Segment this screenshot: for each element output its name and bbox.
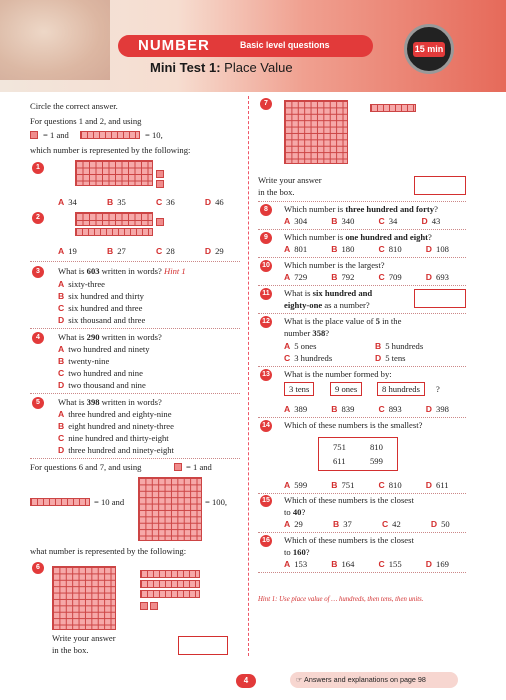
separator (30, 261, 240, 262)
separator (258, 493, 466, 494)
q7-write-label: Write your answer (258, 175, 322, 185)
q14-number: 751 (333, 442, 346, 452)
q5-question: What is 398 written in words? (58, 397, 162, 407)
q14-number-box (318, 437, 398, 471)
q8-options[interactable]: A 304 B 340 C 34 D 43 (284, 216, 441, 226)
hundred-flat-icon (138, 477, 202, 541)
question-number-13: 13 (260, 369, 272, 381)
q11-question: What is six hundred and (284, 288, 373, 298)
q13-options[interactable]: A 389 B 839 C 893 D 398 (284, 404, 449, 414)
q6-rod (140, 570, 200, 578)
q3-option-b[interactable]: B six hundred and thirty (58, 291, 144, 301)
q14-options[interactable]: A 599 B 751 C 810 D 611 (284, 480, 449, 490)
instruction: Circle the correct answer. (30, 101, 118, 111)
separator (258, 285, 466, 286)
q5-option-d[interactable]: D three hundred and ninety-eight (58, 445, 174, 455)
question-number-10: 10 (260, 260, 272, 272)
q1-cube (156, 170, 164, 178)
q7-answer-box[interactable] (414, 176, 466, 195)
q7-rod (370, 104, 416, 112)
question-number-6: 6 (32, 562, 44, 574)
separator (258, 313, 466, 314)
q13-tag: 8 hundreds (377, 382, 425, 396)
intro-ask: which number is represented by the following: (30, 145, 191, 155)
hint-text: Hint 1: Use place value of … hundreds, then tens, then units. (258, 596, 424, 603)
q6-cube (140, 602, 148, 610)
q3-option-c[interactable]: C six hundred and three (58, 303, 143, 313)
q15-options[interactable]: A 29 B 37 C 42 D 50 (284, 519, 450, 529)
q7-hundred-flat (284, 100, 348, 164)
q12-option-a[interactable]: A 5 ones (284, 341, 317, 351)
q6-write-label-2: in the box. (52, 645, 89, 655)
q1-cube (156, 180, 164, 188)
question-number-8: 8 (260, 204, 272, 216)
q15-question-2: to 40? (284, 507, 306, 517)
ten-rod-icon (80, 131, 140, 139)
q3-option-a[interactable]: A sixty-three (58, 279, 105, 289)
answers-reference[interactable]: ☞ Answers and explanations on page 98 (290, 672, 458, 688)
column-divider (248, 96, 249, 656)
question-number-5: 5 (32, 397, 44, 409)
q6-write-label: Write your answer (52, 633, 116, 643)
q12-option-d[interactable]: D 5 tens (375, 353, 406, 363)
q1-blocks (75, 160, 153, 186)
question-number-9: 9 (260, 232, 272, 244)
separator (30, 458, 240, 459)
q67-lead: For questions 6 and 7, and using (30, 462, 142, 472)
level-label: Basic level questions (240, 40, 330, 50)
question-number-4: 4 (32, 332, 44, 344)
q16-question-2: to 160? (284, 547, 310, 557)
unit-cube-icon (30, 131, 38, 139)
q13-question: What is the number formed by: (284, 369, 392, 379)
q6-answer-box[interactable] (178, 636, 228, 655)
q10-options[interactable]: A 729 B 792 C 709 D 693 (284, 272, 449, 282)
subject-title: NUMBER (138, 37, 210, 54)
q8-question: Which number is three hundred and forty? (284, 204, 438, 214)
question-number-1: 1 (32, 162, 44, 174)
q67-hundred-equals: = 100, (205, 497, 228, 507)
page-number: 4 (236, 674, 256, 688)
q13-qmark: ? (436, 384, 440, 394)
q4-option-d[interactable]: D two thousand and nine (58, 380, 146, 390)
q67-ask: what number is represented by the following: (30, 546, 187, 556)
unit-equals: = 1 and (43, 130, 69, 140)
q5-option-c[interactable]: C nine hundred and thirty-eight (58, 433, 169, 443)
question-number-15: 15 (260, 495, 272, 507)
question-number-12: 12 (260, 316, 272, 328)
q67-ten-equals: = 10 and (94, 497, 125, 507)
q12-question: What is the place value of 5 in the (284, 316, 402, 326)
q2-rod (75, 228, 153, 236)
separator (258, 572, 466, 573)
q11-question-2: eighty-one as a number? (284, 300, 370, 310)
separator (30, 393, 240, 394)
q12-lead: For questions 1 and 2, and using (30, 116, 142, 126)
q14-question: Which of these numbers is the smallest? (284, 420, 423, 430)
q7-write-label-2: in the box. (258, 187, 295, 197)
question-number-14: 14 (260, 420, 272, 432)
q12-option-c[interactable]: C 3 hundreds (284, 353, 333, 363)
q16-question: Which of these numbers is the closest (284, 535, 414, 545)
separator (258, 257, 466, 258)
q14-number: 611 (333, 456, 346, 466)
question-number-3: 3 (32, 266, 44, 278)
q2-blocks (75, 212, 153, 226)
q6-cube (150, 602, 158, 610)
q13-tag: 3 tens (284, 382, 314, 396)
separator (258, 366, 466, 367)
q13-tag: 9 ones (330, 382, 362, 396)
time-badge: 15 min (413, 42, 445, 57)
q14-number: 599 (370, 456, 383, 466)
question-number-11: 11 (260, 288, 272, 300)
question-number-2: 2 (32, 212, 44, 224)
q14-number: 810 (370, 442, 383, 452)
q10-question: Which number is the largest? (284, 260, 385, 270)
separator (258, 532, 466, 533)
q3-question: What is 603 written in words? Hint 1 (58, 266, 186, 276)
q6-rod (140, 580, 200, 588)
q9-options[interactable]: A 801 B 180 C 810 D 108 (284, 244, 449, 254)
q2-cube (156, 218, 164, 226)
q12-question-2: number 358? (284, 328, 330, 338)
q5-option-b[interactable]: B eight hundred and ninety-three (58, 421, 174, 431)
q3-option-d[interactable]: D six thousand and three (58, 315, 146, 325)
separator (258, 417, 466, 418)
ten-equals: = 10, (145, 130, 163, 140)
separator (258, 229, 466, 230)
q2-options[interactable]: A 19 B 27 C 28 D 29 (58, 246, 224, 256)
q6-rod (140, 590, 200, 598)
unit-cube-icon (174, 463, 182, 471)
pointing-hand-icon: ☞ (296, 675, 305, 684)
ten-rod-icon (30, 498, 90, 506)
q6-hundred-flat (52, 566, 116, 630)
separator (258, 201, 466, 202)
test-title: Mini Test 1: Place Value (150, 60, 293, 75)
q4-option-c[interactable]: C two hundred and nine (58, 368, 143, 378)
q5-option-a[interactable]: A three hundred and eighty-nine (58, 409, 172, 419)
question-number-16: 16 (260, 535, 272, 547)
q9-question: Which number is one hundred and eight? (284, 232, 432, 242)
q1-options[interactable]: A 34 B 35 C 36 D 46 (58, 197, 224, 207)
q4-option-b[interactable]: B twenty-nine (58, 356, 110, 366)
q15-question: Which of these numbers is the closest (284, 495, 414, 505)
question-number-7: 7 (260, 98, 272, 110)
q12-option-b[interactable]: B 5 hundreds (375, 341, 424, 351)
header-photo (0, 0, 110, 80)
separator (30, 328, 240, 329)
q4-question: What is 290 written in words? (58, 332, 162, 342)
q16-options[interactable]: A 153 B 164 C 155 D 169 (284, 559, 449, 569)
q4-option-a[interactable]: A two hundred and ninety (58, 344, 150, 354)
q67-unit-equals: = 1 and (186, 462, 212, 472)
q11-answer-box[interactable] (414, 289, 466, 308)
